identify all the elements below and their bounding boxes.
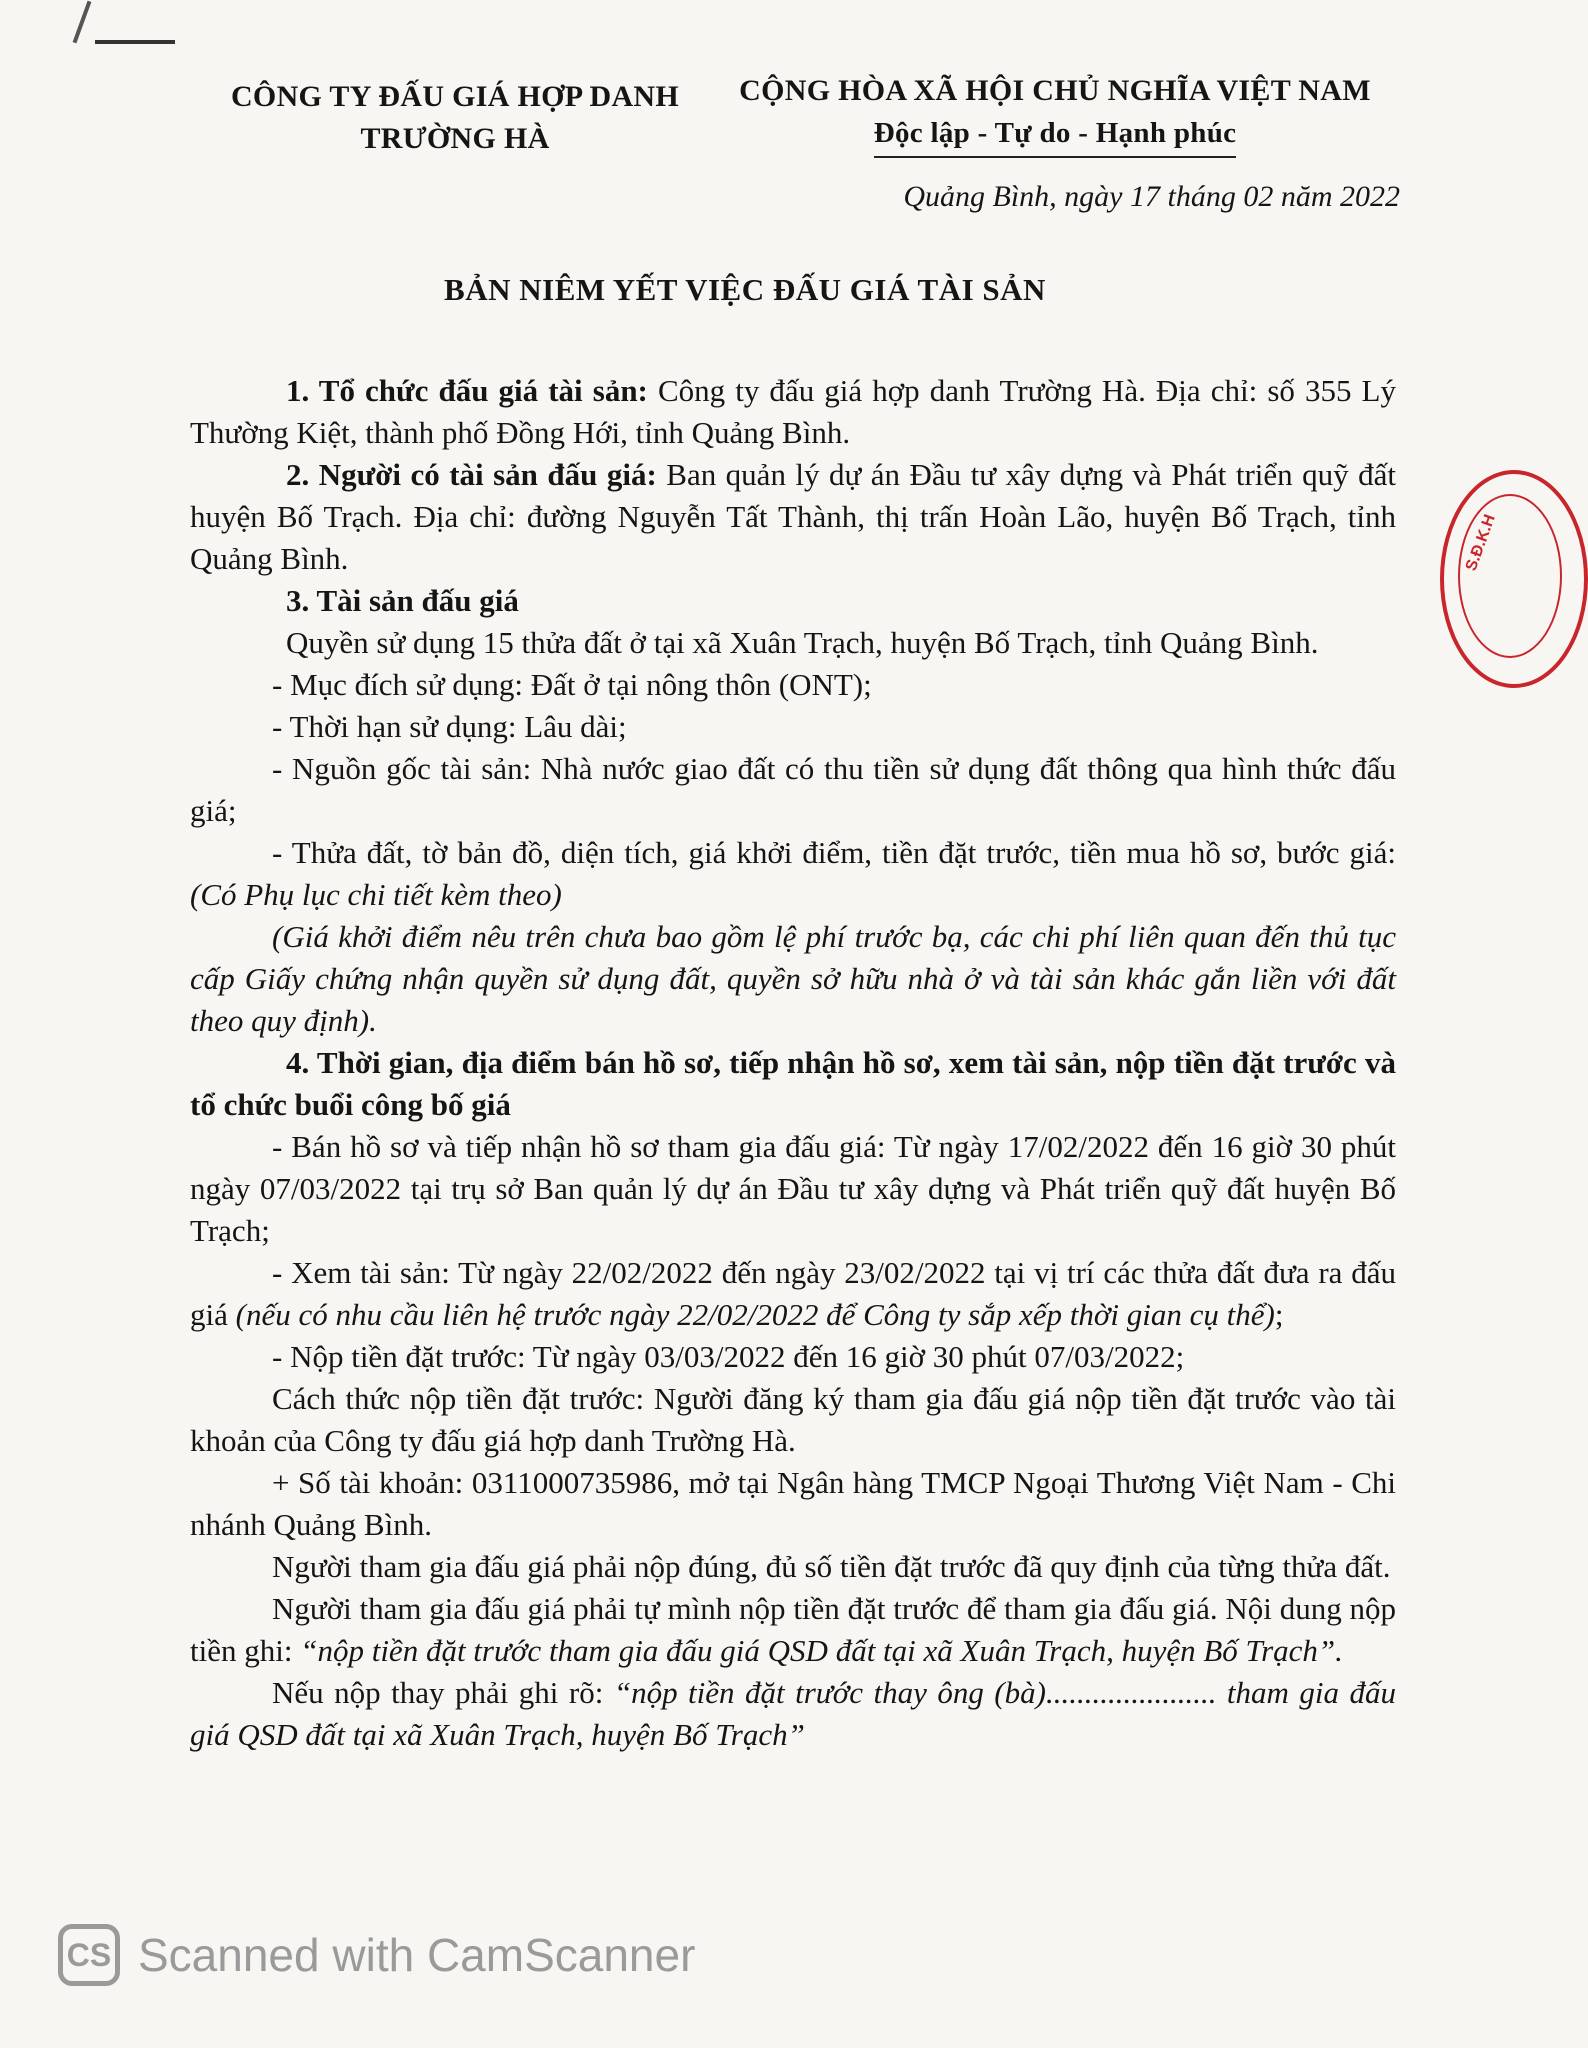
self-payment-quote: “nộp tiền đặt trước tham gia đấu giá QSD đất tại xã Xuân Trạch, huyện Bố Trạch”. [300,1633,1343,1668]
price-note: (Giá khởi điểm nêu trên chưa bao gồm lệ phí trước bạ, các chi phí liên quan đến thủ tục cấp Giấy chứng nhận quyền sử dụng đất, quyền sở hữu nhà ở và tài sản khác gắn liền với đất theo quy định). [190,919,1396,1038]
section-4-heading: 4. Thời gian, địa điểm bán hồ sơ, tiếp nhận hồ sơ, xem tài sản, nộp tiền đặt trước và tổ chức buổi công bố giá [190,1045,1396,1122]
stamp-inner-ring [1458,494,1562,658]
sale-line: - Bán hồ sơ và tiếp nhận hồ sơ tham gia đấu giá: Từ ngày 17/02/2022 đến 16 giờ 30 phút ngày 07/03/2022 tại trụ sở Ban quản lý dự án Đầu tư xây dựng và Phát triển quỹ đất huyện Bố Trạch; [190,1129,1396,1248]
view-note: (nếu có nhu cầu liên hệ trước ngày 22/02/2022 để Công ty sắp xếp thời gian cụ thể) [235,1297,1275,1332]
section-1-label: 1. Tổ chức đấu giá tài sản: [286,373,648,408]
section-3-heading [190,580,1396,622]
camscanner-watermark [58,1924,695,1986]
document-title: BẢN NIÊM YẾT VIỆC ĐẤU GIÁ TÀI SẢN [444,272,1046,307]
national-motto: Độc lập - Tự do - Hạnh phúc [874,112,1237,158]
red-stamp [1440,470,1588,688]
company-name-line2: TRƯỜNG HÀ [360,122,550,155]
account-line: + Số tài khoản: 0311000735986, mở tại Ngân hàng TMCP Ngoại Thương Việt Nam - Chi nhánh Quảng Bình. [190,1465,1396,1542]
term-line: - Thời hạn sử dụng: Lâu dài; [272,709,627,744]
national-header [710,70,1400,158]
section-3-label: 3. Tài sản đấu giá [286,583,519,618]
self-payment-text: Người tham gia đấu giá phải tự mình nộp tiền đặt trước để tham gia đấu giá. Nội dung nộp tiền ghi: [190,1591,1396,1668]
stamp-text: S.Đ.K.H [1462,512,1499,574]
parcels-note: (Có Phụ lục chi tiết kèm theo) [190,877,562,912]
view-text: - Xem tài sản: Từ ngày 22/02/2022 đến ngày 23/02/2022 tại vị trí các thửa đất đưa ra đấu giá [190,1255,1396,1332]
section-2-label: 2. Người có tài sản đấu giá: [286,457,657,492]
origin-line: - Nguồn gốc tài sản: Nhà nước giao đất có thu tiền sử dụng đất thông qua hình thức đấu giá; [190,751,1396,828]
parcels-line [190,832,1396,916]
parcels-text: - Thửa đất, tờ bản đồ, diện tích, giá khởi điểm, tiền đặt trước, tiền mua hồ sơ, bước giá: [272,835,1396,870]
national-title: CỘNG HÒA XÃ HỘI CHỦ NGHĨA VIỆT NAM [739,74,1371,107]
method-line: Cách thức nộp tiền đặt trước: Người đăng ký tham gia đấu giá nộp tiền đặt trước vào tài khoản của Công ty đấu giá hợp danh Trường Hà. [190,1381,1396,1458]
pen-mark-line [95,40,175,44]
view-line [190,1252,1396,1336]
section-2 [190,454,1396,580]
watermark-text: Scanned with CamScanner [138,1929,696,1981]
proxy-payment-line [190,1672,1396,1756]
company-name-line1: CÔNG TY ĐẤU GIÁ HỢP DANH [230,80,680,113]
place-date: Quảng Bình, ngày 17 tháng 02 năm 2022 [903,180,1400,213]
deposit-line: - Nộp tiền đặt trước: Từ ngày 03/03/2022 đến 16 giờ 30 phút 07/03/2022; [272,1339,1185,1374]
document-body [190,370,1396,1756]
purpose-line: - Mục đích sử dụng: Đất ở tại nông thôn (ONT); [272,667,872,702]
proxy-payment-quote: “nộp tiền đặt trước thay ông (bà)...................... tham gia đấu giá QSD đất tại xã Xuân Trạch, huyện Bố Trạch” [190,1675,1396,1752]
camscanner-logo-icon: CS [58,1924,120,1986]
view-end: ; [1274,1297,1284,1332]
section-3-text: Quyền sử dụng 15 thửa đất ở tại xã Xuân Trạch, huyện Bố Trạch, tỉnh Quảng Bình. [286,625,1319,660]
section-2-text: Ban quản lý dự án Đầu tư xây dựng và Phát triển quỹ đất huyện Bố Trạch. Địa chỉ: đường Nguyễn Tất Thành, thị trấn Hoàn Lão, huyện Bố Trạch, tỉnh Quảng Bình. [190,457,1397,576]
self-payment-line [190,1588,1396,1672]
section-1-text: Công ty đấu giá hợp danh Trường Hà. Địa chỉ: số 355 Lý Thường Kiệt, thành phố Đồng Hới, tỉnh Quảng Bình. [190,373,1396,450]
section-1 [190,370,1396,454]
proxy-payment-text: Nếu nộp thay phải ghi rõ: [272,1675,614,1710]
pen-mark [73,1,92,44]
full-payment-line: Người tham gia đấu giá phải nộp đúng, đủ số tiền đặt trước đã quy định của từng thửa đất. [272,1549,1391,1584]
company-header [205,76,705,160]
